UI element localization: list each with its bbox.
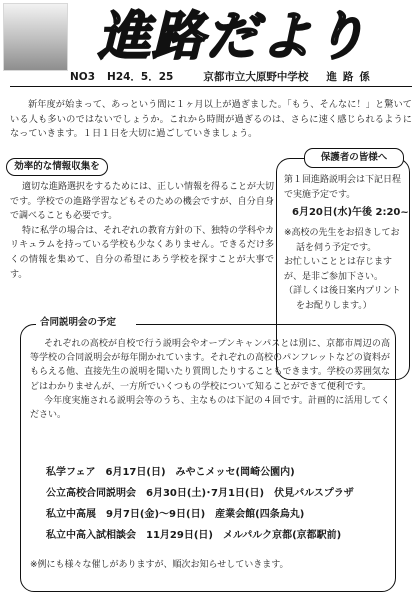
guardian-note: ※高校の先生をお招きしてお話を伺う予定です。 bbox=[284, 228, 400, 253]
event-venue: みやこメッセ(岡崎公園内) bbox=[175, 467, 295, 478]
event-venue: 産業会館(四条烏丸) bbox=[215, 509, 305, 520]
info-paragraph: 適切な進路選択をするためには、正しい情報を得ることが大切です。学校での進路学習などもそのための機会ですが、自分自身で調べることも必要です。 bbox=[10, 182, 275, 222]
event-name: 私立中高展 bbox=[46, 509, 96, 520]
guardian-note: お忙しいこととは存じますが、是非ご参加下さい。 bbox=[284, 257, 393, 282]
event-name: 公立高校合同説明会 bbox=[46, 488, 136, 499]
guardian-note: （詳しくは後日案内プリントをお配りします。） bbox=[284, 286, 401, 311]
event-date: 9月7日(金)～9日(日) bbox=[106, 509, 206, 520]
header-rule bbox=[10, 86, 412, 87]
issue-number: NO3 bbox=[70, 71, 96, 83]
event-venue: 伏見パルスプラザ bbox=[274, 488, 354, 499]
info-body bbox=[10, 180, 274, 282]
joint-paragraph: 今年度実施される説明会等のうち、主なものは下記の４回です。計画的に活用してください。 bbox=[30, 395, 390, 421]
info-heading: 効率的な情報収集を bbox=[6, 158, 108, 176]
event-date: 6月17日(日) bbox=[105, 467, 166, 478]
guardian-intro: 第１回進路説明会は下記日程で実施予定です。 bbox=[284, 175, 402, 200]
event-date: 6月30日(土)･7月1日(日) bbox=[146, 488, 265, 499]
joint-footnote: ※例にも様々な催しがありますが、順次お知らせしていきます。 bbox=[30, 560, 289, 570]
event-name: 私立中高入試相談会 bbox=[46, 530, 136, 541]
guardian-heading: 保護者の皆様へ bbox=[304, 148, 404, 168]
newsletter-title: 進路だより bbox=[98, 6, 369, 67]
event-item bbox=[46, 504, 392, 525]
school-name: 京都市立大原野中学校 bbox=[203, 71, 309, 83]
info-paragraph: 特に私学の場合は、それぞれの教育方針の下、独特の学科やカリキュラムを持っている学校も少なくありません。できるだけ多くの情報を集めて、自分の希望にあう学校を探すことが大事です。 bbox=[10, 225, 275, 280]
issue-date: H24．5．25 bbox=[107, 71, 174, 83]
guardian-date: 6月20日(水)午後 2:20~ bbox=[292, 207, 409, 218]
guardian-notes bbox=[284, 226, 406, 314]
event-list bbox=[46, 462, 392, 546]
intro-paragraph: 新年度が始まって、あっという間に１ヶ月以上が過ぎました。「もう、そんなに！」と驚いている人も多いのではないでしょうか。これから時間が過ぎるのは、さらに速く感じられるようになっていきます。１日１日を大切に過ごしていきましょう。 bbox=[10, 99, 412, 140]
joint-paragraph: それぞれの高校が自校で行う説明会やオープンキャンパスとは別に、京都市周辺の高等学校の合同説明会が毎年開かれています。それぞれの高校のパンフレットなどの資料がもらえる他、直接先生の説明を聞いたり質問したりすることもできます。学校の雰囲気などはわかりませんが、一方所でいくつもの学校について知ることができて便利です。 bbox=[30, 339, 390, 392]
issue-line bbox=[70, 70, 412, 84]
department: 進路係 bbox=[326, 71, 376, 83]
event-item bbox=[46, 525, 392, 546]
joint-heading: 合同説明会の予定 bbox=[36, 313, 136, 333]
event-item bbox=[46, 462, 392, 483]
header-photo bbox=[3, 3, 68, 71]
event-item bbox=[46, 483, 392, 504]
event-name: 私学フェア bbox=[46, 467, 96, 478]
event-venue: メルパルク京都(京都駅前) bbox=[222, 530, 342, 541]
joint-body bbox=[30, 337, 390, 422]
event-date: 11月29日(日) bbox=[146, 530, 213, 541]
